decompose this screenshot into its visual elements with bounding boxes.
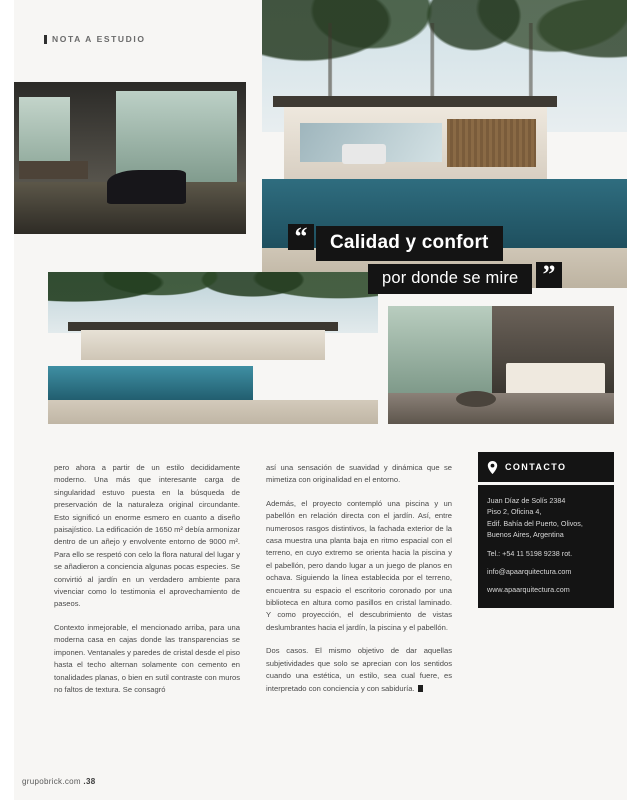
kicker-bar-icon (44, 35, 47, 44)
page-footer (22, 777, 95, 786)
contact-address-line-1: Juan Díaz de Solís 2384 (487, 496, 566, 505)
roof-slab (273, 96, 557, 106)
pool-water (48, 366, 253, 402)
bedroom-window (388, 306, 492, 393)
footer-page-number: .38 (83, 777, 96, 786)
contact-website[interactable]: www.apaarquitectura.com (487, 585, 570, 595)
footer-site: grupobrick.com (22, 777, 81, 786)
spacer (487, 541, 605, 548)
page-left-margin (0, 0, 14, 800)
body-column-1 (54, 462, 240, 707)
body-column-2 (266, 462, 452, 706)
contact-address-line-2: Piso 2, Oficina 4, (487, 507, 542, 517)
terrace-paving (48, 400, 378, 424)
paragraph: Además, el proyecto contempló una piscina y un pabellón en relación directa con el jardín. Así, entre numerosos rasgos distintivos, la fachada exterior de la casa muestra una planta baja en ritmo espacial con el terreno, en cuyo extremo se orienta hacia la piscina y el pabellón, pero dando lugar a un juego de planos en ochava. Siguiendo la línea establecida por el terreno, encuentra su espacio el escritorio coronado por una biblioteca en altura como pasillos en cristal laminado. Y como proyección, el descubrimiento de vistas deslumbrantes hacia el jardín, la piscina y el pabellón. (266, 498, 452, 632)
spacer (487, 577, 605, 584)
headline-line-2: por donde se mire (368, 264, 532, 294)
pavilion-volume (81, 330, 325, 360)
paragraph: así una sensación de suavidad y dinámica que se mimetiza con originalidad en el entorno. (266, 463, 452, 485)
wood-cladding (447, 119, 536, 167)
paragraph: pero ahora a partir de un estilo decididamente moderno. Una más que interesante carga de singularidad estuvo puesta en la búsqueda de preservación de la naturaleza original circundante. Esto significó un enorme esmero en cuanto a diseño paisajístico. La edificación de 1650 m² debía armonizar dentro de un añejo y envolvente entorno de 9000 m². Para ello se respetó con celo la flora natural del lugar y se añadieron a conciencia algunas pocas especies. Se convirtió al jardín en un verdadero ambiente para vivenciar como lo testimonia el aprovechamiento de paseos. (54, 463, 240, 609)
contact-title: CONTACTO (505, 462, 567, 472)
headline-line-1: Calidad y confort (316, 226, 503, 261)
section-kicker (44, 34, 146, 44)
contact-details (478, 485, 614, 608)
end-mark-icon (418, 685, 423, 692)
contact-box (478, 452, 614, 608)
interior-living-piano-image (14, 82, 246, 234)
contact-email[interactable]: info@apaarquitectura.com (487, 567, 572, 577)
contact-address-line-4: Buenos Aires, Argentina (487, 530, 564, 540)
spacer (487, 559, 605, 566)
interior-bedroom-image (388, 306, 614, 424)
contact-phone: Tel.: +54 11 5198 9238 rot. (487, 548, 573, 558)
quote-open-icon: “ (288, 224, 314, 250)
floor-plane (388, 393, 614, 424)
location-pin-icon (487, 461, 498, 474)
pull-quote-headline (288, 222, 556, 294)
kicker-label: NOTA A ESTUDIO (52, 34, 146, 44)
quote-close-icon: ” (536, 262, 562, 288)
contact-header (478, 452, 614, 482)
paragraph: Contexto inmejorable, el mencionado arriba, para una moderna casa en cajas donde las transparencias se imponen. Ventanales y paredes de cristal desde el piso hasta el techo alternan solamente con cemento en tonalidades planas, o bien en sutil contraste con muros no faltos de textura. Se consagró (54, 622, 240, 694)
contact-address-line-3: Edif. Bahía del Puerto, Olivos, (487, 518, 583, 528)
house-volume (284, 104, 547, 179)
parked-car (342, 144, 386, 164)
paragraph-final (266, 645, 452, 695)
paragraph-text: Dos casos. El mismo objetivo de dar aquellas subjetividades que solo se aprecian con los sentidos cuando una estética, un estilo, sea cual fuere, es interpretado con conciencia y con sabiduría. (266, 646, 452, 693)
exterior-pool-garden-image (48, 272, 378, 424)
dining-table (19, 161, 89, 179)
grand-piano (107, 170, 186, 203)
